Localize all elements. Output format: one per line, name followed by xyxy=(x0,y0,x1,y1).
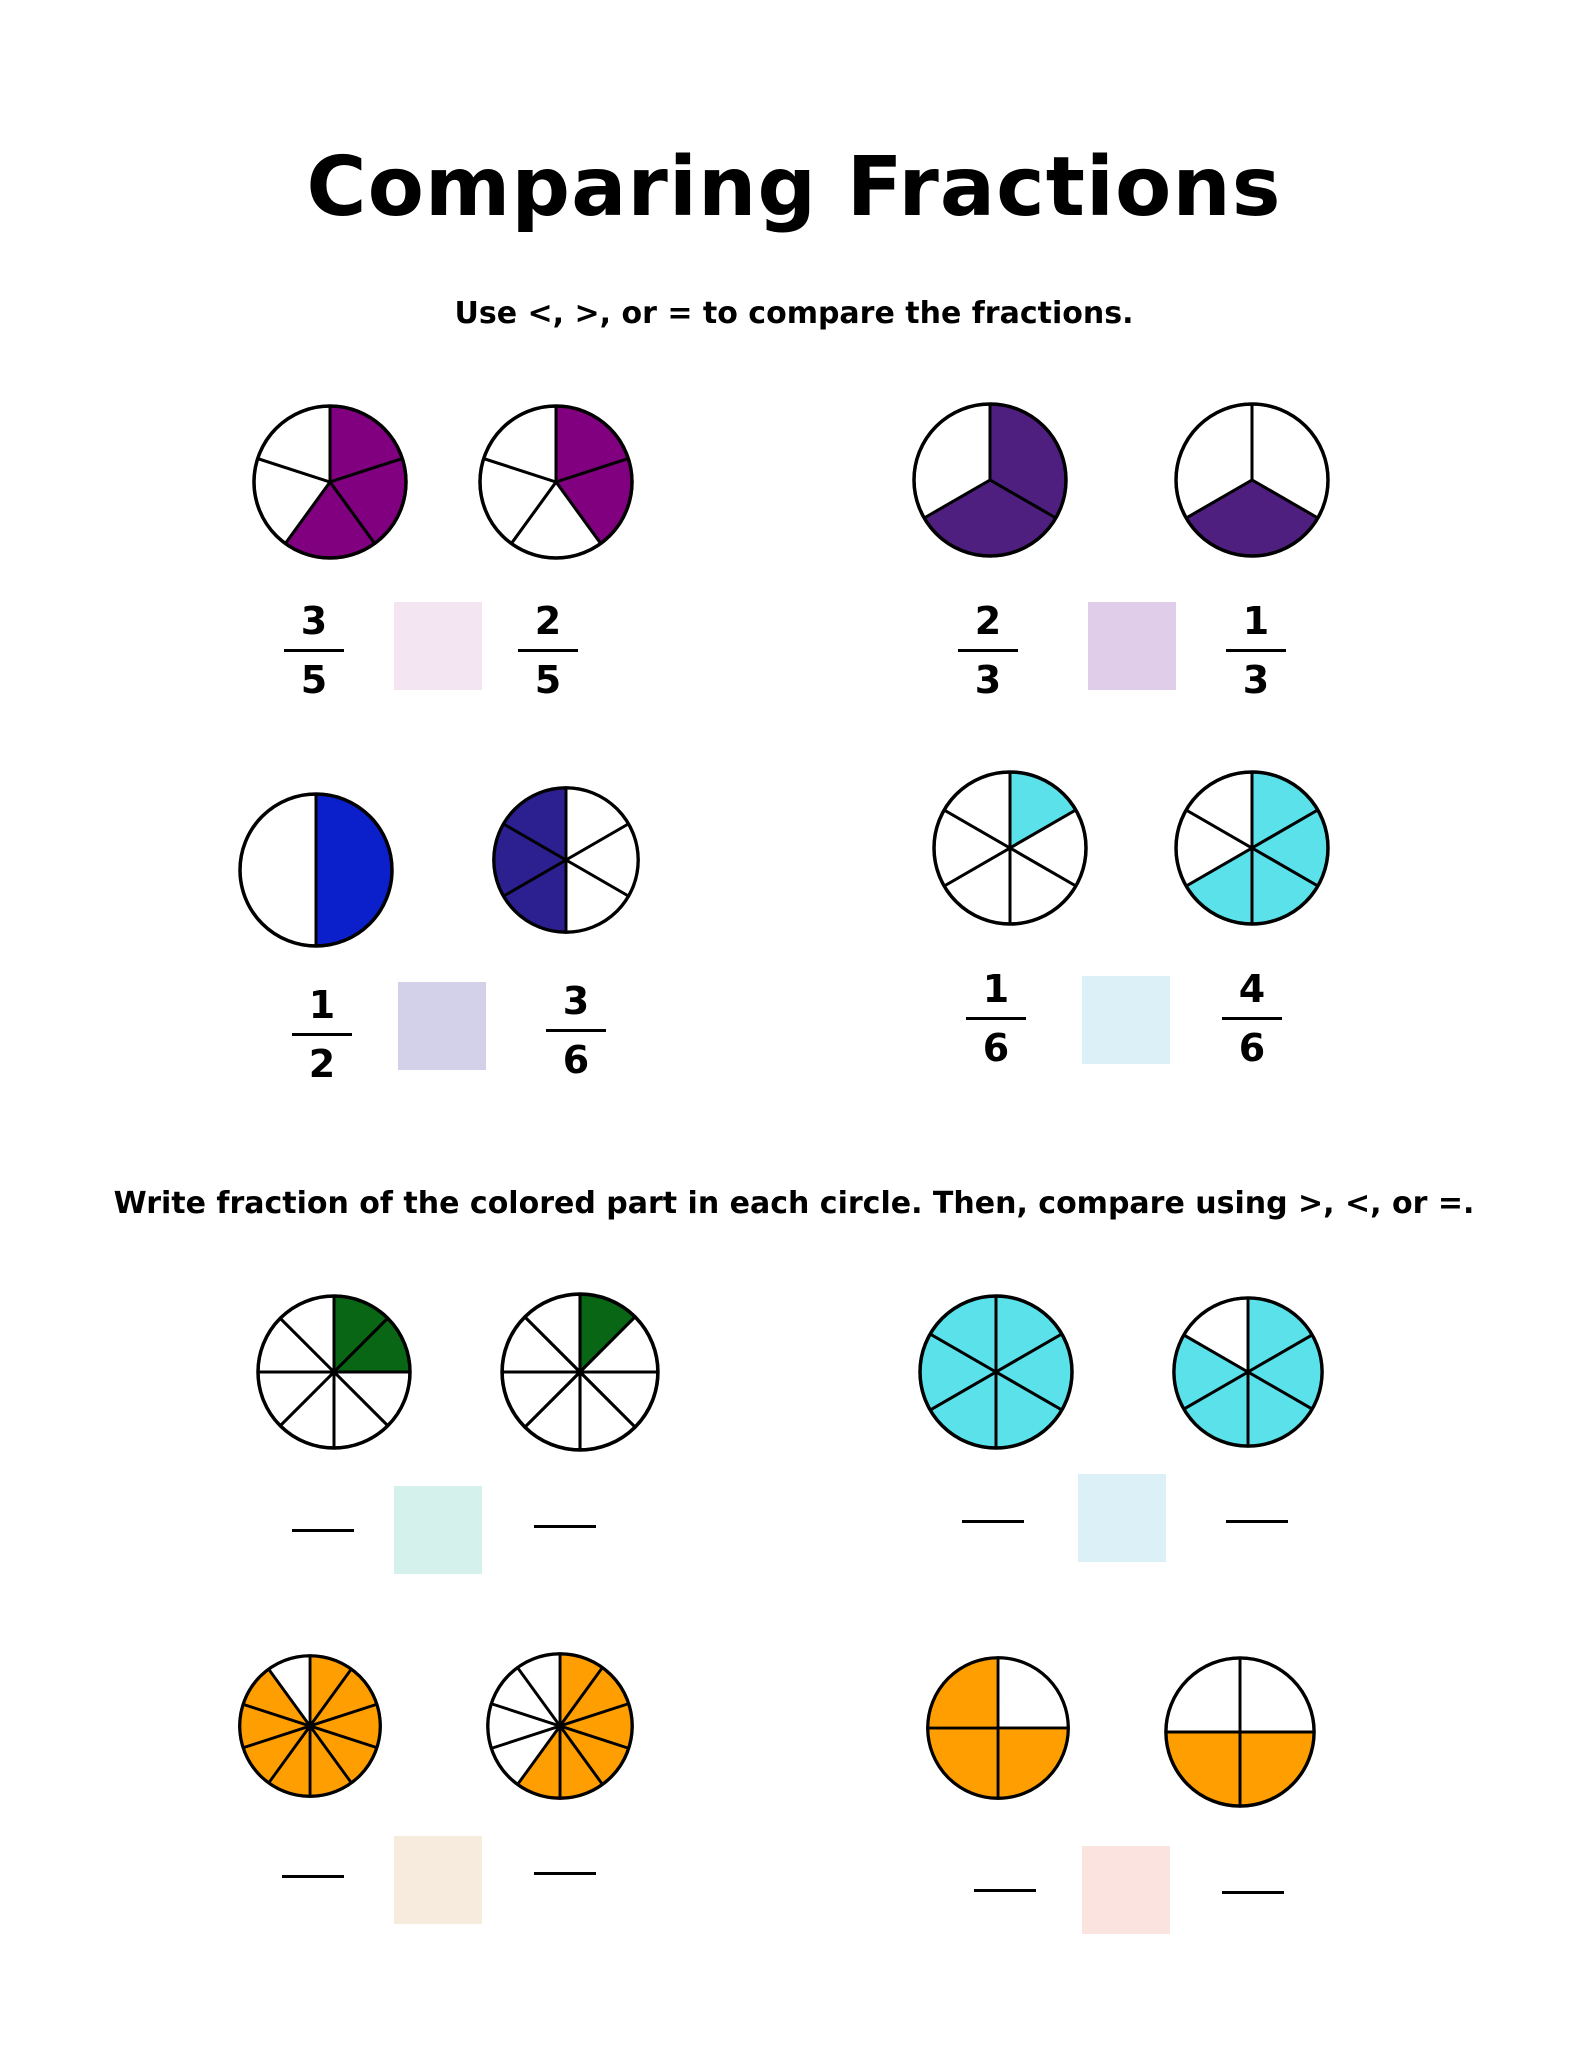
fraction-bar xyxy=(1226,649,1286,652)
fraction-left xyxy=(282,982,362,1087)
denominator: 6 xyxy=(982,1026,1010,1070)
numerator: 3 xyxy=(300,599,328,643)
unshaded-slice xyxy=(1186,772,1252,848)
shaded-slice xyxy=(310,1726,377,1783)
circle-outline xyxy=(254,406,406,558)
shaded-slice xyxy=(996,1334,1072,1410)
unshaded-slice xyxy=(525,1372,580,1450)
shaded-slice xyxy=(1248,1372,1312,1446)
circle-outline xyxy=(1174,1298,1322,1446)
fraction-circle-right xyxy=(484,1650,636,1802)
fraction-circle-right xyxy=(1172,400,1332,560)
shaded-slice xyxy=(330,406,402,482)
fraction-bar xyxy=(1222,1017,1282,1020)
unshaded-slice xyxy=(1176,404,1252,518)
unshaded-slice xyxy=(254,459,330,544)
unshaded-slice xyxy=(480,459,556,544)
fraction-circle-left xyxy=(250,402,410,562)
denominator: 5 xyxy=(534,658,562,702)
fraction-blank-right[interactable] xyxy=(1226,1520,1288,1523)
fraction-blank-left[interactable] xyxy=(974,1889,1036,1892)
unshaded-slice xyxy=(484,406,556,482)
shaded-slice xyxy=(243,1726,310,1783)
numerator: 1 xyxy=(1242,599,1270,643)
fraction-circle-right xyxy=(1172,768,1332,928)
shaded-slice xyxy=(560,1668,629,1726)
fraction-blank-left[interactable] xyxy=(962,1520,1024,1523)
shaded-slice xyxy=(494,824,566,896)
shaded-slice xyxy=(310,1704,380,1747)
unshaded-slice xyxy=(491,1726,560,1784)
unshaded-slice xyxy=(511,482,600,558)
fraction-bar xyxy=(958,649,1018,652)
circle-outline xyxy=(928,1658,1069,1799)
fraction-right xyxy=(1212,966,1292,1071)
unshaded-slice xyxy=(1184,1298,1248,1372)
unshaded-slice xyxy=(1010,848,1076,924)
answer-box[interactable] xyxy=(1088,602,1176,690)
answer-box[interactable] xyxy=(398,982,486,1070)
unshaded-slice xyxy=(1252,404,1328,518)
instruction-compare: Use <, >, or = to compare the fractions. xyxy=(454,296,1134,331)
shaded-slice xyxy=(1174,1335,1248,1409)
shaded-slice xyxy=(1186,848,1252,924)
shaded-slice xyxy=(1252,848,1318,924)
circle-outline xyxy=(920,1296,1072,1448)
shaded-slice xyxy=(316,794,392,946)
denominator: 2 xyxy=(308,1042,336,1086)
unshaded-slice xyxy=(580,1372,635,1450)
shaded-slice xyxy=(310,1656,351,1726)
circle-outline xyxy=(1176,772,1328,924)
fraction-circle-right xyxy=(1162,1654,1318,1810)
shaded-slice xyxy=(560,1704,632,1749)
unshaded-slice xyxy=(334,1372,388,1448)
fraction-circle-right xyxy=(498,1290,662,1454)
shaded-slice xyxy=(503,788,566,860)
shaded-slice xyxy=(240,1704,310,1747)
unshaded-slice xyxy=(944,848,1010,924)
shaded-slice xyxy=(920,1334,996,1410)
unshaded-slice xyxy=(280,1372,334,1448)
fraction-circle-left xyxy=(254,1292,414,1452)
fraction-right xyxy=(508,598,588,703)
unshaded-slice xyxy=(258,406,330,482)
fraction-bar xyxy=(518,649,578,652)
denominator: 6 xyxy=(1238,1026,1266,1070)
fraction-blank-right[interactable] xyxy=(534,1525,596,1528)
shaded-slice xyxy=(1186,480,1318,556)
shaded-slice xyxy=(1184,1372,1248,1446)
numerator: 3 xyxy=(562,979,590,1023)
shaded-slice xyxy=(503,860,566,932)
fraction-blank-left[interactable] xyxy=(292,1529,354,1532)
unshaded-slice xyxy=(502,1317,580,1372)
shaded-slice xyxy=(996,1296,1062,1372)
shaded-slice xyxy=(580,1294,635,1372)
shaded-slice xyxy=(243,1669,310,1726)
fraction-blank-left[interactable] xyxy=(282,1875,344,1878)
unshaded-slice xyxy=(258,1318,334,1372)
fraction-circle-right xyxy=(476,402,636,562)
fraction-circle-left xyxy=(236,790,396,950)
shaded-slice xyxy=(560,1726,602,1798)
unshaded-slice xyxy=(566,824,638,896)
unshaded-slice xyxy=(914,404,990,518)
fraction-blank-right[interactable] xyxy=(534,1872,596,1875)
unshaded-slice xyxy=(1176,810,1252,886)
shaded-slice xyxy=(285,482,374,558)
answer-box[interactable] xyxy=(1082,1846,1170,1934)
fraction-circle-left xyxy=(236,1652,384,1800)
circle-outline xyxy=(914,404,1066,556)
shaded-slice xyxy=(1240,1732,1314,1806)
fraction-right xyxy=(1216,598,1296,703)
shaded-slice xyxy=(310,1726,351,1796)
unshaded-slice xyxy=(488,1704,560,1749)
unshaded-slice xyxy=(525,1294,580,1372)
unshaded-slice xyxy=(491,1668,560,1726)
fraction-circle-left xyxy=(930,768,1090,928)
answer-box[interactable] xyxy=(394,1836,482,1924)
shaded-slice xyxy=(556,459,632,544)
answer-box[interactable] xyxy=(1078,1474,1166,1562)
fraction-bar xyxy=(546,1029,606,1032)
fraction-circle-left xyxy=(910,400,1070,560)
fraction-circle-right xyxy=(490,784,642,936)
unshaded-slice xyxy=(944,772,1010,848)
unshaded-slice xyxy=(334,1372,410,1426)
fraction-bar xyxy=(284,649,344,652)
fraction-circle-left xyxy=(916,1292,1076,1452)
shaded-slice xyxy=(560,1654,602,1726)
shaded-slice xyxy=(1010,772,1076,848)
unshaded-slice xyxy=(502,1372,580,1427)
numerator: 2 xyxy=(974,599,1002,643)
circle-outline xyxy=(258,1296,410,1448)
worksheet-title: Comparing Fractions xyxy=(306,140,1282,235)
shaded-slice xyxy=(930,1296,996,1372)
unshaded-slice xyxy=(1010,810,1086,886)
shaded-slice xyxy=(1248,1335,1322,1409)
shaded-slice xyxy=(334,1318,410,1372)
shaded-slice xyxy=(924,480,1056,556)
shaded-slice xyxy=(930,1372,996,1448)
shaded-slice xyxy=(1248,1298,1312,1372)
circle-outline xyxy=(480,406,632,558)
circle-outline xyxy=(240,794,392,946)
shaded-slice xyxy=(990,404,1066,518)
shaded-slice xyxy=(518,1726,560,1798)
circle-outline xyxy=(502,1294,658,1450)
unshaded-slice xyxy=(998,1658,1068,1728)
unshaded-slice xyxy=(280,1296,334,1372)
denominator: 3 xyxy=(1242,658,1270,702)
unshaded-slice xyxy=(269,1656,310,1726)
shaded-slice xyxy=(334,1296,388,1372)
answer-box[interactable] xyxy=(1082,976,1170,1064)
circle-outline xyxy=(1166,1658,1314,1806)
numerator: 4 xyxy=(1238,967,1266,1011)
shaded-slice xyxy=(996,1372,1062,1448)
unshaded-slice xyxy=(580,1372,658,1427)
shaded-slice xyxy=(1166,1732,1240,1806)
unshaded-slice xyxy=(1166,1658,1240,1732)
unshaded-slice xyxy=(566,860,629,932)
shaded-slice xyxy=(560,1726,629,1784)
fraction-right xyxy=(536,978,616,1083)
unshaded-slice xyxy=(518,1654,560,1726)
unshaded-slice xyxy=(580,1317,658,1372)
shaded-slice xyxy=(269,1726,310,1796)
shaded-slice xyxy=(928,1658,998,1728)
denominator: 3 xyxy=(974,658,1002,702)
numerator: 1 xyxy=(308,983,336,1027)
shaded-slice xyxy=(310,1669,377,1726)
shaded-slice xyxy=(1252,810,1328,886)
instruction-write-and-compare: Write fraction of the colored part in each circle. Then, compare using >, <, or =. xyxy=(113,1186,1475,1221)
denominator: 5 xyxy=(300,658,328,702)
denominator: 6 xyxy=(562,1038,590,1082)
numerator: 1 xyxy=(982,967,1010,1011)
fraction-left xyxy=(956,966,1036,1071)
fraction-left xyxy=(948,598,1028,703)
circle-outline xyxy=(494,788,638,932)
unshaded-slice xyxy=(1240,1658,1314,1732)
shaded-slice xyxy=(330,459,406,544)
circle-outline xyxy=(488,1654,632,1798)
unshaded-slice xyxy=(258,1372,334,1426)
fraction-blank-right[interactable] xyxy=(1222,1891,1284,1894)
shaded-slice xyxy=(556,406,628,482)
numerator: 2 xyxy=(534,599,562,643)
unshaded-slice xyxy=(240,794,316,946)
fraction-bar xyxy=(292,1033,352,1036)
circle-outline xyxy=(1176,404,1328,556)
unshaded-slice xyxy=(934,810,1010,886)
circle-outline xyxy=(240,1656,381,1797)
shaded-slice xyxy=(1252,772,1318,848)
fraction-bar xyxy=(966,1017,1026,1020)
shaded-slice xyxy=(928,1728,998,1798)
fraction-circle-right xyxy=(1170,1294,1326,1450)
shaded-slice xyxy=(998,1728,1068,1798)
unshaded-slice xyxy=(566,788,629,860)
answer-box[interactable] xyxy=(394,602,482,690)
fraction-circle-left xyxy=(924,1654,1072,1802)
fraction-left xyxy=(274,598,354,703)
answer-box[interactable] xyxy=(394,1486,482,1574)
circle-outline xyxy=(934,772,1086,924)
